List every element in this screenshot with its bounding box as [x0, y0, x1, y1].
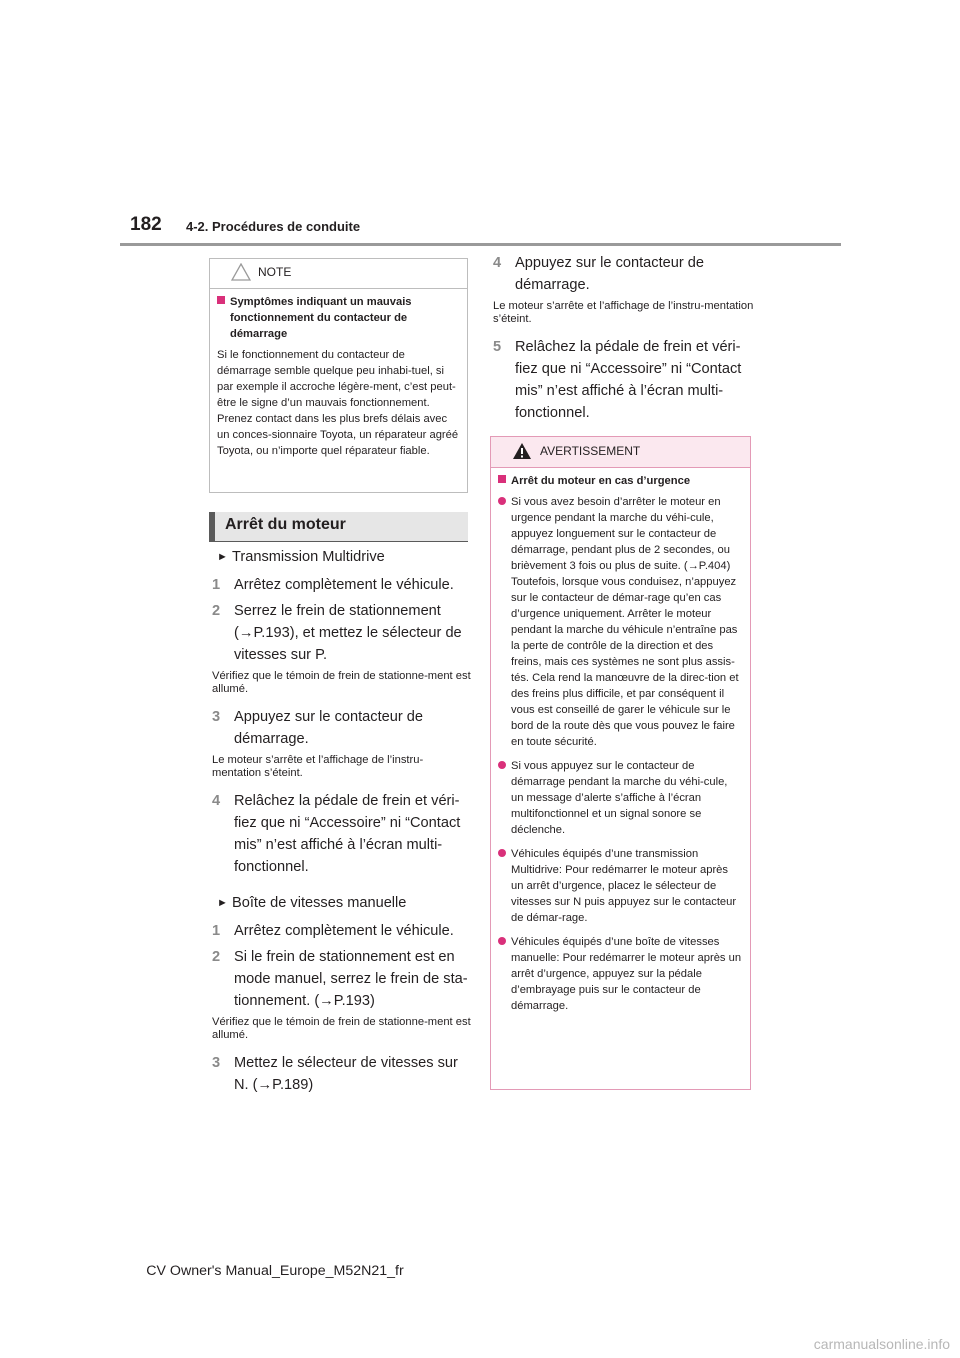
round-bullet-icon [498, 849, 506, 857]
round-bullet-icon [498, 937, 506, 945]
step-number: 2 [212, 949, 221, 965]
warning-item-text: Véhicules équipés d’une transmission Multidrive: Pour redémarrer le moteur après un arrêt d’urgence, placez le sélecteur de vitesses sur N puis appuyez sur le contacteur de démar-rage. [511, 848, 737, 924]
step-number: 5 [493, 339, 502, 355]
step-number: 3 [212, 709, 221, 725]
step-text: Si le frein de stationnement est en mode manuel, serrez le frein de sta-tionnement. (→P.193) [234, 949, 468, 1009]
footer-text: CV Owner's Manual_Europe_M52N21_fr [146, 1263, 404, 1279]
step-number: 4 [212, 793, 221, 809]
footer [0, 1263, 960, 1279]
square-bullet-icon [498, 475, 506, 483]
warning-triangle-icon [512, 442, 532, 460]
multidrive-title: Transmission Multidrive [232, 549, 385, 565]
multidrive-step [212, 790, 472, 878]
manual-step [493, 336, 755, 424]
step-text: Mettez le sélecteur de vitesses sur N. (→P.189) [234, 1055, 458, 1093]
step-number: 2 [212, 603, 221, 619]
note-label: NOTE [258, 265, 292, 279]
manual-step [493, 252, 755, 296]
caution-triangle-icon [231, 263, 251, 281]
step-note: Le moteur s’arrête et l’affichage de l’instru-mentation s’éteint. [493, 300, 754, 325]
manual-step [212, 920, 472, 942]
manual-step [212, 946, 472, 1012]
step-number: 1 [212, 577, 221, 593]
step-text: Serrez le frein de stationnement (→P.193), et mettez le sélecteur de vitesses sur P. [234, 603, 462, 663]
warning-item [498, 934, 742, 1014]
round-bullet-icon [498, 497, 506, 505]
warning-heading [498, 473, 742, 489]
multidrive-step [212, 574, 472, 596]
section-heading-bar [209, 512, 468, 542]
warning-header [491, 437, 750, 468]
round-bullet-icon [498, 761, 506, 769]
step-text: Arrêtez complètement le véhicule. [234, 577, 454, 593]
warning-item-text: Si vous avez besoin d’arrêter le moteur en urgence pendant la marche du véhi-cule, appuyez longuement sur le contacteur de démarrage, pendant plus de 2 secondes, ou brièvement 3 fois ou plus de suite. (→P.404) Toutefois, lorsque vous conduisez, n’appuyez sur le contacteur de démar-rage qu’en cas d’urgence uniquement. Arrêter le moteur pendant la marche du véhicule n’entraîne pas la perte de contrôle de la direction et des freins, mais ces systèmes ne sont plus assis-tés. Cela rend la manœuvre de la direc-tion et des freins plus difficile, et par conséquent il vous est conseillé de garer le véhicule sur le bord de la route dès que vous pouvez le faire en toute sécurité. [511, 496, 739, 748]
multidrive-subheading [212, 546, 472, 568]
warning-heading-text: Arrêt du moteur en cas d’urgence [511, 475, 691, 487]
step-text: Appuyez sur le contacteur de démarrage. [515, 255, 705, 293]
note-heading-text: Symptômes indiquant un mauvais fonctionnement du contacteur de démarrage [230, 296, 412, 340]
watermark[interactable]: carmanualsonline.info [813, 1336, 950, 1352]
step-number: 3 [212, 1055, 221, 1071]
step-number: 4 [493, 255, 502, 271]
note-box [209, 258, 468, 493]
step-note: Vérifiez que le témoin de frein de stationne-ment est allumé. [212, 670, 471, 695]
multidrive-step [212, 600, 472, 666]
square-bullet-icon [217, 296, 225, 304]
multidrive-step [212, 706, 472, 750]
manual-title: Boîte de vitesses manuelle [232, 895, 407, 911]
step-note: Vérifiez que le témoin de frein de stationne-ment est allumé. [212, 1016, 471, 1041]
arrow-bullet-icon: ► [217, 897, 228, 909]
warning-item-text: Si vous appuyez sur le contacteur de démarrage pendant la marche du véhi-cule, un message d’alerte s’affiche à l’écran multifonctionnel et un signal sonore se déclenche. [511, 760, 728, 836]
header-rule [120, 243, 841, 246]
note-heading [217, 294, 459, 342]
arrow-bullet-icon: ► [217, 551, 228, 563]
manual-subheading [212, 892, 472, 914]
step-text: Relâchez la pédale de frein et véri-fiez que ni “Accessoire” ni “Contact mis” n’est affiché à l’écran multi-fonctionnel. [515, 339, 742, 421]
step-text: Relâchez la pédale de frein et véri-fiez que ni “Accessoire” ni “Contact mis” n’est affiché à l’écran multi-fonctionnel. [234, 793, 461, 875]
warning-label: AVERTISSEMENT [540, 444, 641, 458]
section-title: 4-2. Procédures de conduite [186, 219, 361, 234]
warning-item-text: Véhicules équipés d’une boîte de vitesses manuelle: Pour redémarrer le moteur après un arrêt d’urgence, appuyez sur la pédale d’embrayage puis sur le contacteur de démarrage. [511, 936, 742, 1012]
warning-item [498, 846, 742, 926]
step-note: Le moteur s’arrête et l’affichage de l’instru-mentation s’éteint. [212, 754, 424, 779]
step-number: 1 [212, 923, 221, 939]
manual-step [212, 1052, 472, 1096]
left-column [212, 546, 472, 1100]
step-text: Arrêtez complètement le véhicule. [234, 923, 454, 939]
note-text: Si le fonctionnement du contacteur de démarrage semble quelque peu inhabi-tuel, si par exemple il accroche légère-ment, c’est peut-être le signe d’un mauvais fonctionnement. Prenez contact dans les plus brefs délais avec un conces-sionnaire Toyota, un réparateur agréé Toyota, ou n’importe quel réparateur fiable. [217, 349, 459, 457]
warning-box [490, 436, 751, 1090]
step-text: Appuyez sur le contacteur de démarrage. [234, 709, 424, 747]
warning-item [498, 758, 742, 838]
note-header [210, 259, 467, 289]
page-number: 182 [130, 214, 162, 235]
section-heading: Arrêt du moteur [225, 516, 346, 533]
warning-item [498, 494, 742, 750]
right-column [493, 252, 755, 428]
